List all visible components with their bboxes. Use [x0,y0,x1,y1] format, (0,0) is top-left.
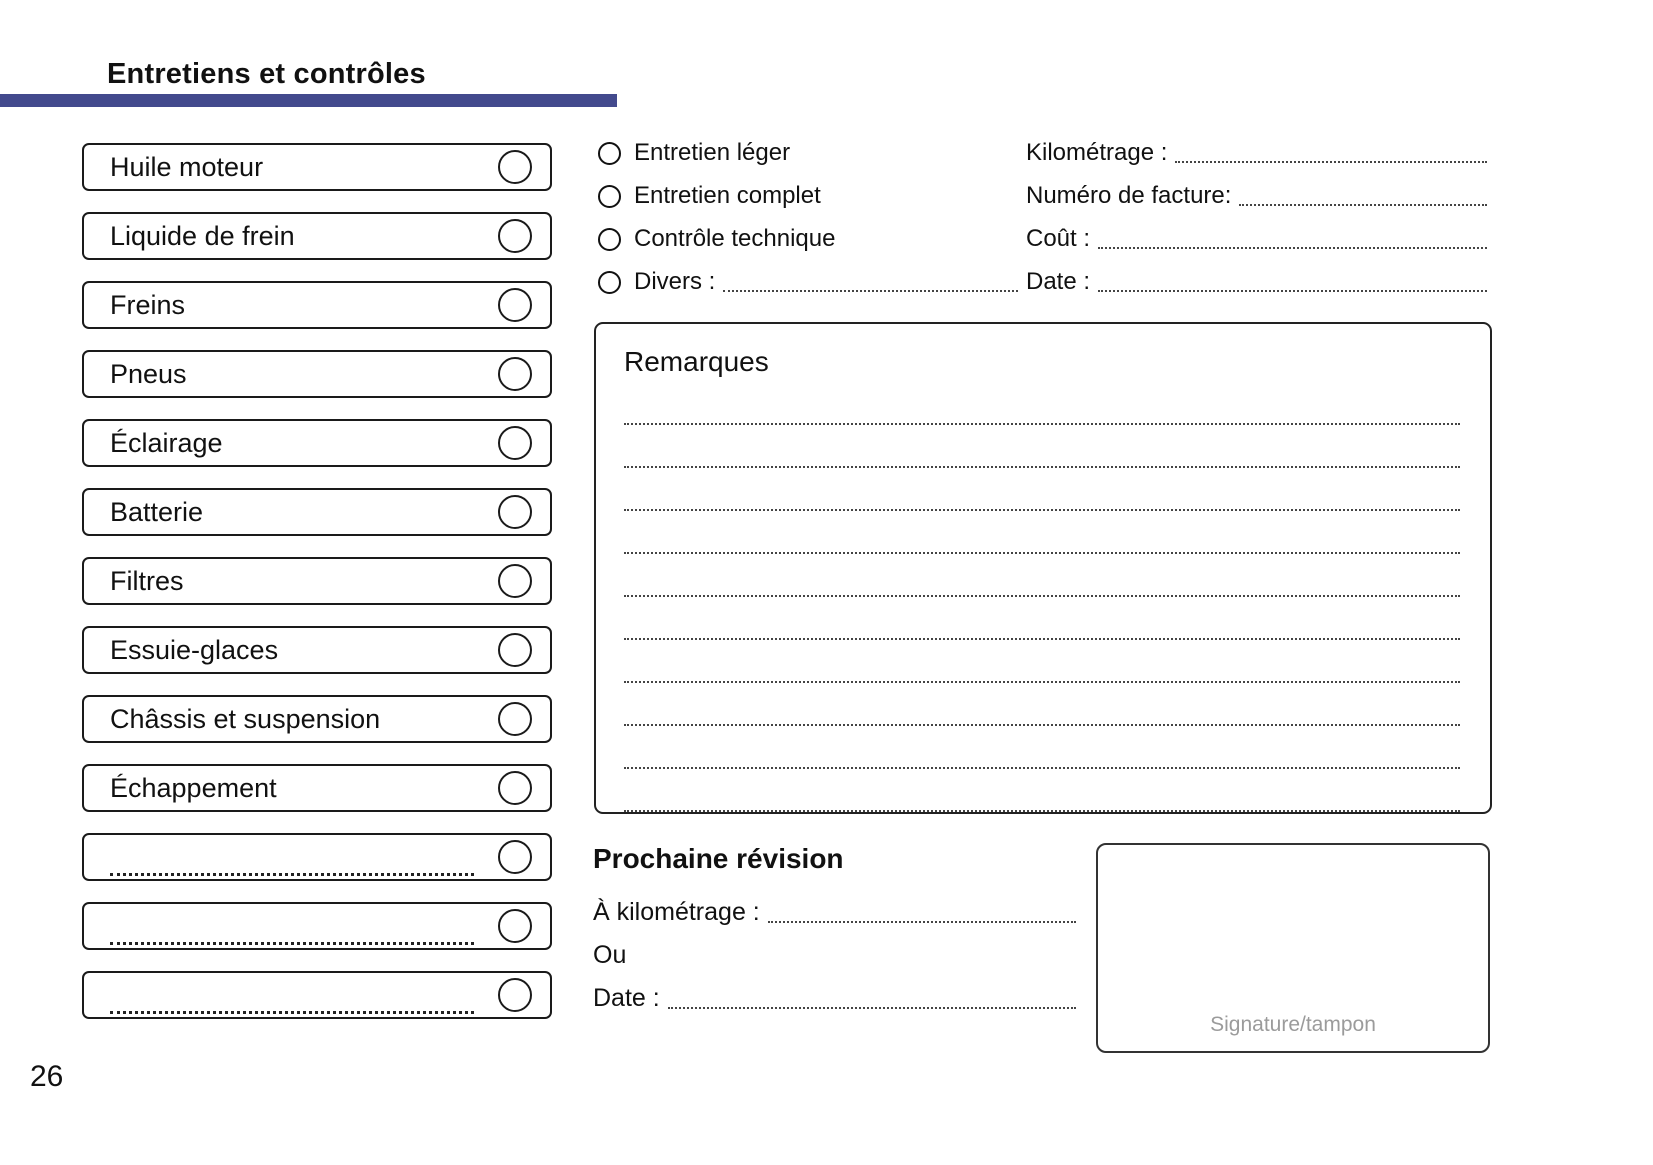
field-row [593,940,1076,970]
checklist-label: Batterie [110,496,204,527]
checklist-row [82,557,552,605]
service-option [598,182,1018,210]
checkbox-circle[interactable] [498,840,532,874]
remarks-write-line[interactable] [624,769,1460,812]
service-option [598,139,1018,167]
field-label: Numéro de facture: [1026,182,1232,209]
remarks-box [594,322,1492,814]
checklist-label: Pneus [110,358,187,389]
or-label: Ou [593,941,627,969]
checkbox-circle[interactable] [498,495,532,529]
remarks-write-line[interactable] [624,726,1460,769]
facture-write-line[interactable] [1239,184,1487,206]
field-row [593,983,1076,1013]
service-type-options [598,139,1018,296]
checklist-label: Éclairage [110,427,223,458]
blank-write-line[interactable] [110,977,474,1014]
service-option-label: Divers : [634,268,716,295]
checklist-row [82,488,552,536]
checkbox-circle[interactable] [498,633,532,667]
field-label: Coût : [1026,225,1091,252]
page-title: Entretiens et contrôles [107,58,426,90]
field-label: Date : [1026,268,1091,295]
next-date-write-line[interactable] [668,987,1076,1009]
checklist-label: Châssis et suspension [110,703,381,734]
remarks-write-line[interactable] [624,425,1460,468]
checklist-row-blank [82,833,552,881]
checklist-row-blank [82,971,552,1019]
remarks-write-line[interactable] [624,683,1460,726]
checklist-row [82,764,552,812]
remarks-write-line[interactable] [624,597,1460,640]
blank-write-line[interactable] [110,839,474,876]
title-underline-bar [0,94,617,107]
maintenance-checklist [82,143,552,1019]
service-option [598,225,1018,253]
radio-circle[interactable] [598,185,621,208]
checkbox-circle[interactable] [498,219,532,253]
signature-label: Signature/tampon [1210,1013,1376,1036]
radio-circle[interactable] [598,271,621,294]
checkbox-circle[interactable] [498,564,532,598]
remarks-write-line[interactable] [624,468,1460,511]
checklist-row [82,350,552,398]
remarks-write-line[interactable] [624,554,1460,597]
blank-write-line[interactable] [110,908,474,945]
checklist-label: Huile moteur [110,151,264,182]
field-row [1026,225,1487,253]
signature-stamp-area[interactable] [1096,843,1490,1053]
radio-circle[interactable] [598,228,621,251]
service-option-label: Entretien léger [634,139,791,166]
invoice-fields [1026,139,1487,296]
service-option-label: Entretien complet [634,182,821,209]
checklist-row [82,695,552,743]
page-number: 26 [30,1060,64,1093]
checkbox-circle[interactable] [498,288,532,322]
checkbox-circle[interactable] [498,357,532,391]
checklist-row [82,212,552,260]
kilometrage-write-line[interactable] [1175,141,1487,163]
field-row [1026,268,1487,296]
checklist-label: Échappement [110,772,277,803]
next-km-write-line[interactable] [768,901,1076,923]
field-label: Kilométrage : [1026,139,1168,166]
cout-write-line[interactable] [1098,227,1487,249]
remarks-lines [624,382,1460,812]
service-option [598,268,1018,296]
checklist-row [82,626,552,674]
checkbox-circle[interactable] [498,702,532,736]
checklist-label: Freins [110,289,186,320]
divers-write-line[interactable] [723,270,1018,292]
next-km-label: À kilométrage : [593,898,760,926]
checkbox-circle[interactable] [498,978,532,1012]
checklist-label: Filtres [110,565,184,596]
checkbox-circle[interactable] [498,771,532,805]
field-row [1026,139,1487,167]
checklist-label: Essuie-glaces [110,634,279,665]
radio-circle[interactable] [598,142,621,165]
checklist-row [82,281,552,329]
checklist-row [82,143,552,191]
field-row [1026,182,1487,210]
next-service-section [593,843,1076,1026]
date-write-line[interactable] [1098,270,1487,292]
checklist-row [82,419,552,467]
checklist-label: Liquide de frein [110,220,295,251]
checkbox-circle[interactable] [498,426,532,460]
checkbox-circle[interactable] [498,909,532,943]
remarks-write-line[interactable] [624,640,1460,683]
service-option-label: Contrôle technique [634,225,836,252]
field-row [593,897,1076,927]
next-service-title: Prochaine révision [593,843,844,874]
remarks-write-line[interactable] [624,511,1460,554]
next-date-label: Date : [593,984,660,1012]
remarks-write-line[interactable] [624,382,1460,425]
remarks-title: Remarques [624,346,769,377]
checkbox-circle[interactable] [498,150,532,184]
checklist-row-blank [82,902,552,950]
